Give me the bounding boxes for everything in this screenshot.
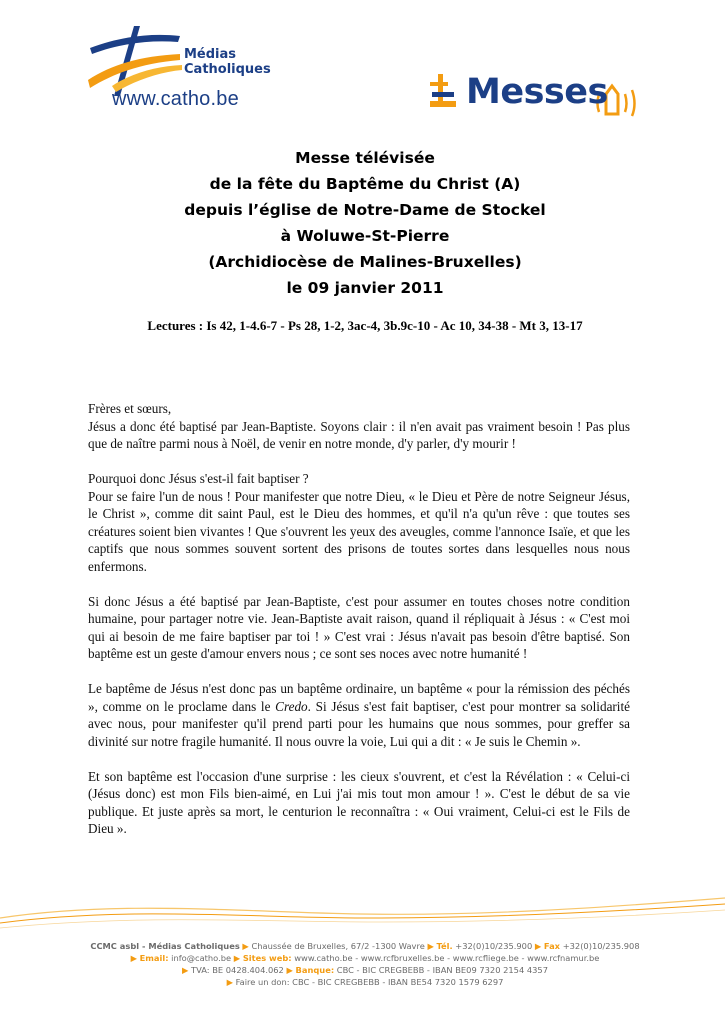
title-line: le 09 janvier 2011	[286, 279, 444, 297]
footer-wave-divider	[0, 890, 725, 940]
footer	[60, 940, 670, 988]
medias-catholiques-wordmark: Médias Catholiques	[184, 47, 271, 77]
homily-text	[88, 400, 630, 855]
paragraph: Le baptême de Jésus n'est donc pas un baptême ordinaire, un baptême « pour la rémission des péchés », comme on le proclame dans le Credo. Si Jésus s'est fait baptiser, c'est pour montrer sa solidarité avec nous, pour manifester qu'il prend parti pour les humains que nous sommes, pour greffer sa divinité sur notre fragile humanité. Il nous ouvre la voie, Lui qui a dit : « Je suis le Chemin ».	[88, 681, 630, 749]
page-title	[150, 145, 580, 301]
footer-line-1: CCMC asbl - Médias Catholiques ▶ Chaussée de Bruxelles, 67/2 -1300 Wavre ▶ Tél. +32(0)10/235.900 ▶ Fax +32(0)10/235.908	[90, 941, 640, 951]
footer-line-2: ▶ Email: info@catho.be ▶ Sites web: www.catho.be - www.rcfbruxelles.be - www.rcfliege.be - www.rcfnamur.be	[130, 953, 600, 963]
title-line: Messe télévisée	[295, 149, 435, 167]
footer-line-4: ▶ Faire un don: CBC - BIC CREGBEBB - IBAN BE54 7320 1579 6297	[226, 977, 504, 987]
footer-line-3: ▶ TVA: BE 0428.404.062 ▶ Banque: CBC - BIC CREGBEBB - IBAN BE09 7320 2154 4357	[182, 965, 548, 975]
title-line: à Woluwe-St-Pierre	[280, 227, 450, 245]
paragraph: Pourquoi donc Jésus s'est-il fait baptiser ? Pour se faire l'un de nous ! Pour manifester que notre Dieu, « le Dieu et Père de notre Seigneur Jésus, le Christ », comme dit saint Paul, est le Dieu des hommes, et qu'il n'a qu'un rêve : que toutes ses créatures soient bien vivantes ! Que s'ouvrent les yeux des aveugles, comme l'annonce Isaïe, et que les captifs que nous sommes souvent sortent des prisons de toutes sortes dans lesquelles nous nous enfermons.	[88, 471, 630, 574]
catho-url[interactable]: www.catho.be	[112, 88, 239, 110]
title-line: de la fête du Baptême du Christ (A)	[209, 175, 521, 193]
footer-sites[interactable]: www.catho.be - www.rcfbruxelles.be - www.rcfliege.be - www.rcfnamur.be	[294, 953, 600, 963]
messes-wordmark: Messes	[466, 72, 608, 112]
footer-email[interactable]: info@catho.be	[171, 953, 232, 963]
paragraph: Frères et sœurs, Jésus a donc été baptisé par Jean-Baptiste. Soyons clair : il n'en avait pas vraiment besoin ! Pas plus que de naître parmi nous à Noël, de venir en notre monde, d'y parler, d'y mourir !	[88, 401, 630, 451]
title-line: depuis l’église de Notre-Dame de Stockel	[184, 201, 546, 219]
credo-italic: Credo	[275, 698, 308, 714]
paragraph: Si donc Jésus a été baptisé par Jean-Baptiste, c'est pour assumer en toutes choses notre condition humaine, pour partager notre vie. Jean-Baptiste avait raison, quand il répliquait à Jésus : « C'est moi qui ai besoin de me faire baptiser par toi ! » C'est vrai : Jésus n'avait pas besoin d'être baptisé. Son baptême est un geste d'amour envers nous ; ce sont ses noces avec notre humanité !	[88, 593, 630, 661]
paragraph: Et son baptême est l'occasion d'une surprise : les cieux s'ouvrent, et c'est la Révélation : « Celui-ci (Jésus donc) est mon Fils bien-aimé, en Lui j'ai mis tout mon amour ! ». C'est le début de sa vie publique. Et juste après sa mort, le centurion le reconnaîtra : « Oui vraiment, Celui-ci est le Fils de Dieu ».	[88, 768, 630, 836]
readings-line: Lectures : Is 42, 1-4.6-7 - Ps 28, 1-2, 3ac-4, 3b.9c-10 - Ac 10, 34-38 - Mt 3, 13-17	[147, 318, 583, 333]
title-line: (Archidiocèse de Malines-Bruxelles)	[208, 253, 522, 271]
